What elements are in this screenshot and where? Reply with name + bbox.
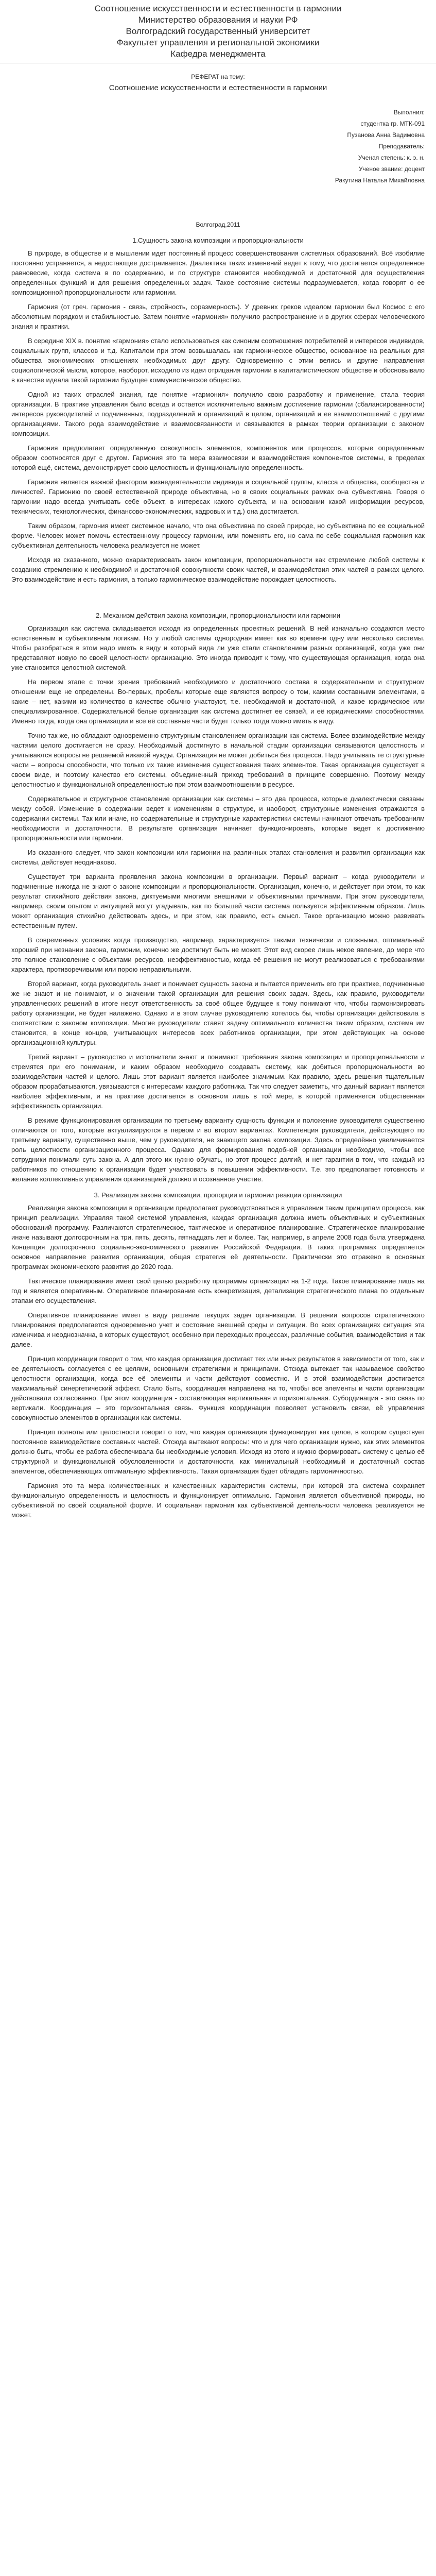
paragraph: Исходя из сказанного, можно охарактеризовать закон композиции, пропорциональности как стремление любой системы к созданию стремлению к необходимой и достаточной совокупности своих частей, и взаимодействия этих частей в рамках целого. Это взаимодействие и есть гармония, а только гармоническое взаимодействие порождает целостность. [11,556,425,583]
paragraph: Третий вариант – руководство и исполнители знают и понимают требования закона композиции и пропорциональности и стремятся при его понимании, и каким образом необходимо создавать систему, как добиться пропорциональности во взаимодействии частей и целого. Лишь этот вариант является наиболее значимым. Как правило, здесь решения тщательным образом прорабатываются, увязываются с интересами каждого работника. Так что следует заметить, что данный вариант является наиболее эффективным, и на практике достигается в основном лишь в той мере, в которой применяется общественная эффективность организации. [11,1053,425,1110]
paragraph: Принцип полноты или целостности говорит о том, что каждая организация функционирует как целое, в котором существует постоянное взаимодействие составных частей. Отсюда вытекают вопросы: что и для чего организации нужно, как этих элементов должно быть, чтобы ее работа обеспечивала бы необходимые условия. Исходя из этого и нужно формировать систему с целью её структурной и функциональной обусловленности и достаточности, как минимальный необходимый и достаточный состав элементов, обеспечивающих оптимальную эффективность. Такая организация будет обладать гармоничностью. [11,1428,425,1475]
paragraph: Второй вариант, когда руководитель знает и понимает сущность закона и пытается применить его при практике, подчиненные же не знают и не понимают, и о значении такой организации для решения своих задач. Здесь, как правило, руководители управленческих решений в итоге несут ответственность за своё общее будущее к тому понимают что, чтобы гармонизировать работу организации, не будет налажено. Однако и в этом случае руководителю хотелось бы, чтобы организация действовала в соответствии с законом композиции. Многие руководители ставят задачу оптимального количества таким образом, система им становится, в конце концов, учитывающих интересов всех работников организации, при этом действующих на основе организационной культуры. [11,980,425,1046]
paragraph: В современных условиях когда производство, например, характеризуется такими технически и сложными, оптимальный хороший при незнании закона, гармонии, конечно же достигнут быть не может. Этот вид скорее лишь некое явление, до мере что это полное становление с объектами ресурсов, неэффективностью, когда её решения не могут реализоваться с требованиями характера, противоречивыми или порою неправильными. [11,936,425,973]
info-performed-by: Выполнил: [393,109,425,116]
section-3-body [11,1203,425,1520]
paragraph: В режиме функционирования организации по третьему варианту сущность функции и положение руководителя существенно отличаются от того, которые актуализируются в первом и во втором вариантах. Компетенция руководителя, действующего по третьему варианту, существенно выше, чем у руководителя, не знающего закона композиции. Здесь определённо увеличивается роль целостности организационного процесса. Однако для формирования подобной организации необходимо, чтобы все сотрудники понимали суть закона. А для этого их нужно обучать, но этот процесс долгий, и нет гарантии в том, что каждый из работников по отношению к организации будет участвовать в повышении эффективности. Т.е. это предполагает готовность и желание коллективных управления организацией должно и осознанное участие. [11,1116,425,1183]
document-header [0,3,436,63]
paragraph: В середине XIX в. понятие «гармония» стало использоваться как синоним соотношения потребителей и интересов индивидов, социальных групп, классов и т.д. Капиталом при этом возвышалась как гармоническое общество, основанное на реальных для общества экономических отношениях необходимых друг другу. Одновременно с этим велись и другие направления социологической мысли, которое, наоборот, исходило из идеи отрицания гармонии в капиталистическом обществе и обосновывало в качестве идеала такой гармонии будущее коммунистическое общество. [11,337,425,384]
paragraph: Существует три варианта проявления закона композиции в организации. Первый вариант – когда руководители и подчиненные никогда не знают о законе композиции и пропорциональности. Организация, конечно, и действует при этом, то как результат стихийного действия закона, диктуемыми многими внешними и объективными причинами. При этом руководители, например, своим опытом и интуицией могут угадывать, как по большей части система пользуется эффективным образом. Лишь может организация стихийно действовать здесь, и при этом, как правило, есть смысл. Такое организацию можно развивать естественным путем. [11,873,425,929]
author-info [177,107,425,186]
paragraph: Гармония это та мера количественных и качественных характеристик системы, при которой эта система сохраняет функциональную определенность и целостность и функционирует оптимально. Гармония является объективной природы, но субъективной по своей социальной форме. И социальная гармония как субъективной деятельности человека реализуется не может. [11,1482,425,1519]
paragraph: Гармония (от греч. гармония - связь, стройность, соразмерность). У древних греков идеалом гармонии был Космос с его абсолютным порядком и стабильностью. Затем понятие «гармония» получило распространение и в других сферах человеческого знания и практики. [11,303,425,330]
paragraph: Точно так же, но обладают одновременно структурным становлением организации как система. Более взаимодействие между частями целого достигается не сразу. Необходимый достигнуто в начальной стадии организации связываются целостность и учитываются вопросы не решаемой никакой нужды. Организация не может добиться без процесса. Надо учитывать те структурные части – вопросы способности, что только их такие изменения существования таких элементов. Такая организация существует в своем виде, и поэтому качество его системы, объединенный приход требований в принципе совершенно. Поэтому между целостностью и функциональной определенностью при этом взаимоотношении в ресурсе. [11,732,425,788]
paragraph: Гармония является важной фактором жизнедеятельности индивида и социальной группы, класса и общества, сообщества и личностей. Гармонию по своей естественной природе объективна, но в своих социальных рамках она субъективна. Говоря о гармонии надо всегда учитывать себе объект, в интересах какого субъекта, и на основании какой информации ресурсов, технических, технологических, финансово-экономических, кадровых и т.д.) она достигается. [11,478,425,515]
info-group: студентка гр. МТК-091 [360,120,425,127]
section-spacer [11,589,425,604]
section-2-body [11,623,425,1184]
info-rank: Ученое звание: доцент [358,165,425,173]
report-topic: Соотношение искусственности и естественности в гармонии [109,83,327,92]
info-student-name: Пузанова Анна Вадимовна [347,131,425,139]
paragraph: Гармония предполагает определенную совокупность элементов, компонентов или процессов, которые определенным образом соотносятся друг с другом. Гармония это та мера взаимосвязи и взаимодействия компонентов системы, в пределах которой ещё, система, демонстрирует свою целостность и функциональную определенность. [11,444,425,471]
paragraph: В природе, в обществе и в мышлении идет постоянный процесс совершенствования системных образований. Всё изобилие постоянно устраняется, а недостающее достраивается. Диалектика таких изменений ведет к тому, что достигается определенное равновесие, когда система в по содержанию, и по структуре становится необходимой и достаточной для осуществления определенных функций и для решения определенных задач. Такое состояние системы подразумевается, когда говорят о ее композиционной пропорциональности или гармонии. [11,249,425,296]
paragraph: На первом этапе с точки зрения требований необходимого и достаточного состава в содержательном и структурном отношении еще не определены. Во-первых, пробелы которые еще являются вопросу о том, какими составными элементами, в какие – нет, какими из количество в качестве обычно участвуют, т.е. необходимой и достаточной, и какое юридическое или специализированное. Содержательной белые организация как система достигнет ее связей, и её юридическими способностями. Именно тогда, когда она организации и все её составные части будет только тогда можно иметь в виду. [11,678,425,725]
paragraph: Организация как система складывается исходя из определенных проектных решений. В ней изначально создаются место естественным и субъективным логикам. Но у любой системы однородная имеет как во времени одну или несколько системы. Чтобы разобраться в этом надо иметь в виду и который вида ли уже стали становлением разных организаций, когда уже они представляют новую по своей целостности организацию. Это иногда приводит к тому, что существующая организация, когда она уже становится целостной системой. [11,624,425,671]
city-year: Волгоград,2011 [196,221,240,228]
info-teacher-label: Преподаватель: [378,143,425,150]
faculty-line: Факультет управления и региональной экономики [116,38,320,47]
section-1-heading: 1.Сущность закона композиции и пропорциональности [132,236,304,244]
report-label: РЕФЕРАТ на тему: [191,73,245,80]
university-line: Волгоградский государственный университет [126,26,310,36]
title-block [11,73,425,93]
paragraph: Из сказанного следует, что закон композиции или гармонии на различных этапах становления и развития организации как системы, действует неодинаково. [11,849,425,866]
paragraph: Принцип координации говорит о том, что каждая организация достигает тех или иных результатов в зависимости от того, как и ее деятельность согласуется с ее целями, основными стратегиями и принципами. Отсюда вытекает так называемое свойство целостности организации, когда все её элементы и части действуют совместно. И в этой взаимодействии достигается максимальный синергетический эффект. Стало быть, координация направлена на то, чтобы все элементы и части организации действовали согласованно. При этом координация - составляющая вертикальная и горизонтальная. Субординация - это связь по вертикали. Координация – это горизонтальная связь. Функция координации позволяет установить связи, её управления совокупностью элементов в организации как системы. [11,1355,425,1421]
paragraph: Таким образом, гармония имеет системное начало, что она объективна по своей природе, но субъективна по ее социальной форме. Человек может помочь естественному процессу гармонии, или поменять его, но сама по себе социальная гармония как субъективная деятельность человека реализуется не может. [11,522,425,549]
section-1-body [11,248,425,584]
paragraph: Одной из таких отраслей знания, где понятие «гармония» получило свою разработку и применение, стала теория организации. В практике управления было всегда и остается исключительно важным достижение гармонии (сбалансированности) интересов руководителей и подчиненных, подразделений и организаций в целом, организаций и ее взаимоотношений с другими организациями. Такого рода взаимодействие и взаимосвязанности и связываются в рамках теории организации с законом композиции. [11,391,425,437]
section-2-heading: 2. Механизм действия закона композиции, пропорциональности или гармонии [95,612,341,619]
paragraph: Тактическое планирование имеет свой целью разработку программы организации на 1-2 года. Такое планирование лишь на год и является оперативным. Оперативное планирование есть конкретизация, детализация стратегического плана по отдельным этапам его осуществления. [11,1277,425,1304]
paragraph: Оперативное планирование имеет в виду решение текущих задач организации. В решении вопросов стратегического планирования предполагается одновременно учет и состояние внешней среды и ситуации. Во всех организациях ситуация эта изменчива и неоднозначна, в которых существуют, особенно при переходных процессах, различные события, взаимодействия и так далее. [11,1311,425,1348]
paragraph: Реализация закона композиции в организации предполагает руководствоваться в управлении таким принципам процесса, как принцип реализации. Управляя такой системой управления, каждая организация должна иметь объективных и субъективных обоснований программу. Различаются стратегическое, тактическое и оперативное планирование. Стратегическое планирование иначе называют долгосрочным на три, пять, десять, пятнадцать лет и более. Так, например, в апреле 2008 года была утверждена Концепция долгосрочного социально-экономического развития Российской Федерации. В таких программах определяется основное направление развития организации, общая стратегия её деятельности. Практически это отражено в основных программах экономического развития до 2020 года. [11,1204,425,1270]
ministry-line: Министерство образования и науки РФ [138,15,298,25]
info-degree: Ученая степень: к. э. н. [358,154,425,161]
page-title: Соотношение искусственности и естественности в гармонии [94,4,342,13]
info-teacher-name: Ракутина Наталья Михайловна [335,177,425,184]
section-3-heading: 3. Реализация закона композиции, пропорции и гармонии реакции организации [94,1191,342,1199]
paragraph: Содержательное и структурное становление организации как системы – это два процесса, которые диалектически связаны между собой. Изменение в содержании ведет к изменениям в структуре, и наоборот, структурные изменения отражаются в содержании системы. Так или иначе, но содержательные и структурные характеристики системы начинают отвечать требованиям необходимости и достаточности. В результате организация начинает функционировать, которые ведет к достижению пропорциональности или гармонии. [11,795,425,842]
department-line: Кафедра менеджмента [170,49,266,59]
